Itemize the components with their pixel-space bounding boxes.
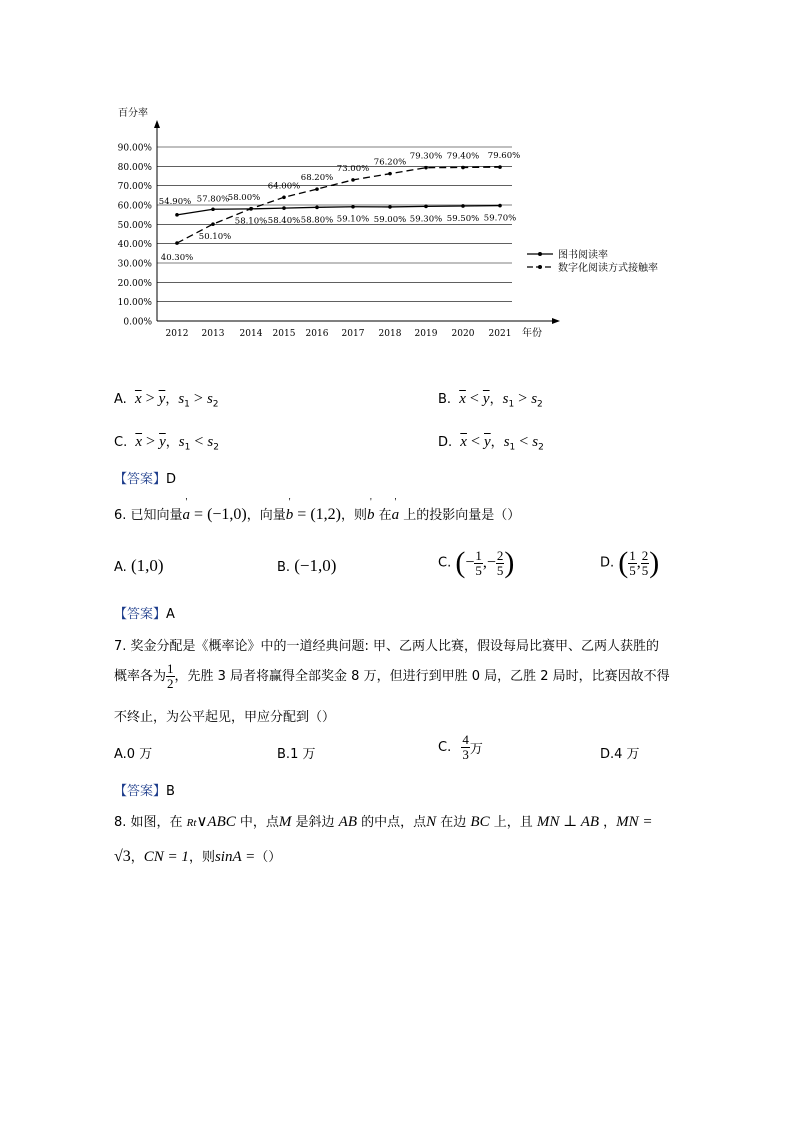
y-tick-labels xyxy=(118,144,153,328)
data-point xyxy=(461,166,465,170)
option-letter: A. xyxy=(114,392,127,407)
option-6c[interactable] xyxy=(438,546,514,580)
text: ，先胜 3 局者将赢得全部奖金 8 万，但进行到甲胜 0 局，乙胜 2 局时，比赛因故不得 xyxy=(174,669,670,684)
y-mean: $\overline{y}$ xyxy=(482,391,490,407)
option-letter: D. xyxy=(438,435,453,450)
comparison-op: > xyxy=(514,390,532,407)
data-label: 64.00% xyxy=(267,181,301,192)
option-letter: B. xyxy=(438,392,452,407)
data-point xyxy=(498,204,502,208)
x-mean: $\overline{x}$ xyxy=(460,434,467,450)
option-letter: D. xyxy=(600,555,615,571)
unit: 万 xyxy=(469,742,483,757)
data-point xyxy=(388,172,392,176)
option-letter: B. xyxy=(277,747,291,762)
data-point xyxy=(388,205,392,209)
option-7c[interactable] xyxy=(438,733,483,762)
vector-a xyxy=(391,497,400,523)
data-label: 59.00% xyxy=(373,214,407,225)
data-point xyxy=(315,187,319,191)
mn-equals: MN = xyxy=(616,814,653,830)
x-tick-label: 2015 xyxy=(272,329,296,339)
text: ， xyxy=(599,815,617,830)
fraction xyxy=(461,733,470,762)
vector-mark: ' xyxy=(394,497,397,508)
comma: , xyxy=(482,554,487,571)
point-n: N xyxy=(426,814,437,830)
option-6b[interactable] xyxy=(277,556,336,576)
vector-value: (1,2) xyxy=(310,506,341,523)
rt-symbol: Rt xyxy=(186,817,197,829)
subscript: 1 xyxy=(509,442,516,453)
text: ，则 xyxy=(340,508,367,523)
data-label: 58.00% xyxy=(227,192,261,203)
data-label: 54.90% xyxy=(158,196,192,207)
separator: ， xyxy=(490,435,504,450)
vector-a xyxy=(182,497,191,523)
x-axis-label: 年份 xyxy=(522,328,542,339)
legend xyxy=(527,248,658,274)
data-point xyxy=(351,205,355,209)
data-point xyxy=(315,206,319,210)
option-letter: B. xyxy=(277,560,291,575)
paren: ) xyxy=(649,546,660,579)
segment-bc: BC xyxy=(470,814,490,830)
vector-value: (−1,0) xyxy=(207,506,247,523)
denominator: 5 xyxy=(475,562,482,578)
var: b xyxy=(285,507,294,523)
denominator: 5 xyxy=(496,562,504,578)
point-m: M xyxy=(278,814,292,830)
option-value: (−1,0) xyxy=(294,556,337,575)
question-8-line-1 xyxy=(114,811,653,831)
text: 的中点，点 xyxy=(357,815,427,830)
data-point xyxy=(461,204,465,208)
text: 6. 已知向量 xyxy=(114,508,183,523)
y-mean: $\overline{y}$ xyxy=(158,391,166,407)
data-point xyxy=(249,207,253,211)
option-7a[interactable] xyxy=(114,743,152,762)
comparison-op: < xyxy=(515,433,533,450)
subscript: 2 xyxy=(537,399,543,410)
x-tick-label: 2021 xyxy=(488,329,512,339)
data-label: 58.80% xyxy=(300,215,334,226)
separator: ， xyxy=(165,435,179,450)
var: a xyxy=(182,507,191,523)
triangle: ∨ABC xyxy=(196,814,236,830)
x-tick-label: 2020 xyxy=(451,329,475,339)
denominator: 2 xyxy=(167,676,174,691)
text: 中，点 xyxy=(235,815,279,830)
data-label: 59.30% xyxy=(409,214,443,225)
option-letter: C. xyxy=(438,555,452,571)
data-label: 59.70% xyxy=(483,213,517,224)
subscript: 1 xyxy=(184,442,191,453)
numerator: 1 xyxy=(629,547,636,563)
y-tick-label: 30.00% xyxy=(117,259,152,270)
comparison-op: < xyxy=(465,390,483,407)
s-symbol: s xyxy=(178,434,185,450)
s-symbol: s xyxy=(532,434,539,450)
data-point xyxy=(175,241,179,245)
text: （） xyxy=(255,850,282,865)
data-point xyxy=(351,178,355,182)
answer-value: D xyxy=(166,472,177,487)
s-symbol: s xyxy=(531,391,538,407)
y-tick-label: 40.00% xyxy=(117,240,152,251)
answer-value: A xyxy=(166,607,175,622)
y-tick-label: 50.00% xyxy=(117,220,152,231)
comma: , xyxy=(636,554,641,571)
vector-mark: ' xyxy=(369,497,372,508)
denominator: 5 xyxy=(629,562,636,578)
segment-ab: AB xyxy=(338,814,357,830)
minus: − xyxy=(486,554,496,571)
equals: = xyxy=(190,506,208,523)
vector-b xyxy=(366,497,375,523)
y-tick-label: 90.00% xyxy=(117,143,152,154)
sin-a: sinA = xyxy=(214,849,256,865)
answer-tag: 【答案】 xyxy=(114,472,167,487)
data-label: 73.00% xyxy=(336,163,370,174)
y-axis-arrow xyxy=(154,120,160,128)
data-label: 57.80% xyxy=(196,194,230,205)
data-point xyxy=(282,195,286,199)
vector-b xyxy=(285,497,294,523)
data-point xyxy=(424,205,428,209)
subscript: 2 xyxy=(212,399,219,410)
fraction xyxy=(628,549,637,578)
option-letter: C. xyxy=(438,740,452,755)
data-point xyxy=(498,165,502,169)
option-value: 0 万 xyxy=(126,747,153,762)
data-label: 79.30% xyxy=(409,151,443,162)
var: b xyxy=(366,507,375,523)
data-label: 58.10% xyxy=(234,216,268,227)
data-label: 40.30% xyxy=(160,253,194,264)
answer-tag: 【答案】 xyxy=(114,607,167,622)
legend-label-0: 图书阅读率 xyxy=(558,250,608,261)
series-group xyxy=(159,151,520,263)
data-label: 76.20% xyxy=(373,157,407,168)
option-5a[interactable] xyxy=(114,388,219,410)
comparison-op: < xyxy=(466,433,484,450)
answer-6 xyxy=(114,603,175,622)
x-mean: $\overline{x}$ xyxy=(459,391,466,407)
s-symbol: s xyxy=(207,434,214,450)
numerator: 2 xyxy=(641,547,649,563)
data-point xyxy=(282,206,286,210)
text: 8. 如图，在 xyxy=(114,815,187,830)
text: 在边 xyxy=(436,815,471,830)
option-5b[interactable] xyxy=(438,388,543,410)
subscript: 2 xyxy=(213,442,219,453)
text: 上，且 xyxy=(489,815,537,830)
answer-5 xyxy=(114,468,176,487)
x-tick-label: 2014 xyxy=(239,329,263,339)
answer-tag: 【答案】 xyxy=(114,784,167,799)
x-tick-label: 2016 xyxy=(305,329,329,339)
vector-mark: ' xyxy=(185,497,188,508)
vector-mark: ' xyxy=(288,497,291,508)
subscript: 1 xyxy=(184,399,190,410)
text: 在 xyxy=(374,508,392,523)
question-7-line-3: 不终止，为公平起见，甲应分配到（） xyxy=(114,710,336,725)
s-symbol: s xyxy=(206,391,213,407)
fraction-half xyxy=(166,662,175,691)
question-8-line-2 xyxy=(114,846,281,866)
data-label: 59.50% xyxy=(446,213,480,224)
equals: = xyxy=(293,506,311,523)
comparison-op: > xyxy=(141,390,159,407)
paren: ( xyxy=(618,546,629,579)
x-tick-label: 2019 xyxy=(414,329,438,339)
subscript: 1 xyxy=(508,399,515,410)
comparison-op: > xyxy=(189,390,207,407)
comparison-op: < xyxy=(190,433,208,450)
separator: ， xyxy=(165,392,179,407)
data-label: 59.10% xyxy=(336,214,370,225)
s-symbol: s xyxy=(502,391,509,407)
question-6-stem xyxy=(114,497,521,524)
y-mean: $\overline{y}$ xyxy=(159,434,166,450)
x-tick-label: 2013 xyxy=(201,329,225,339)
y-tick-label: 20.00% xyxy=(117,278,152,289)
y-tick-label: 60.00% xyxy=(117,201,152,212)
answer-value: B xyxy=(166,784,175,799)
option-7d[interactable] xyxy=(600,743,640,762)
y-mean: $\overline{y}$ xyxy=(484,434,491,450)
option-letter: D. xyxy=(600,747,615,762)
option-5c[interactable] xyxy=(114,431,219,453)
denominator: 5 xyxy=(641,562,649,578)
text: ， xyxy=(130,850,144,865)
numerator: 4 xyxy=(462,732,469,747)
y-tick-label: 0.00% xyxy=(123,317,152,328)
s-symbol: s xyxy=(503,434,510,450)
text: 是斜边 xyxy=(291,815,339,830)
data-label: 50.10% xyxy=(198,232,232,243)
numerator: 1 xyxy=(475,547,482,563)
data-label: 58.40% xyxy=(267,216,301,227)
option-value: 4 万 xyxy=(614,747,640,762)
legend-marker-solid xyxy=(538,252,542,256)
question-7-line-2 xyxy=(114,662,670,691)
y-tick-label: 80.00% xyxy=(117,162,152,173)
data-label: 79.60% xyxy=(487,151,521,162)
fraction xyxy=(474,549,483,578)
x-tick-label: 2012 xyxy=(165,329,189,339)
answer-7 xyxy=(114,780,175,799)
text: 概率各为 xyxy=(114,669,167,684)
line-chart xyxy=(0,0,794,360)
numerator: 1 xyxy=(167,661,174,676)
option-7b[interactable] xyxy=(277,743,315,762)
legend-label-1: 数字化阅读方式接触率 xyxy=(558,263,658,274)
comparison-op: > xyxy=(142,433,160,450)
data-point xyxy=(175,213,179,217)
x-mean: $\overline{x}$ xyxy=(134,391,142,407)
option-letter: A. xyxy=(114,560,127,575)
x-tick-labels xyxy=(166,329,512,339)
y-tick-label: 70.00% xyxy=(117,182,152,193)
option-value: 1 万 xyxy=(290,747,316,762)
minus: − xyxy=(465,554,475,571)
y-tick-label: 10.00% xyxy=(117,298,152,309)
option-value: (1,0) xyxy=(130,556,164,575)
var: a xyxy=(391,507,400,523)
text: ，则 xyxy=(188,850,215,865)
data-label: 68.20% xyxy=(300,173,334,184)
text: 上的投影向量是（） xyxy=(399,508,521,523)
numerator: 2 xyxy=(496,547,504,563)
sqrt-3: √3 xyxy=(114,848,131,865)
perpendicular-relation: MN ⊥ AB xyxy=(536,814,600,830)
subscript: 2 xyxy=(538,442,544,453)
x-tick-label: 2018 xyxy=(378,329,402,339)
separator: ， xyxy=(489,392,503,407)
option-letter: C. xyxy=(114,435,128,450)
question-7-line-1: 7. 奖金分配是《概率论》中的一道经典问题: 甲、乙两人比赛，假设每局比赛甲、乙两人获胜的 xyxy=(114,639,660,654)
data-point xyxy=(211,207,215,211)
data-point xyxy=(211,222,215,226)
y-axis-label: 百分率 xyxy=(118,108,148,119)
option-letter: A. xyxy=(114,747,127,762)
s-symbol: s xyxy=(178,391,185,407)
x-tick-label: 2017 xyxy=(341,329,365,339)
text: ，向量 xyxy=(246,508,286,523)
option-6a[interactable] xyxy=(114,556,164,576)
data-label: 79.40% xyxy=(446,151,480,162)
paren: ( xyxy=(455,546,466,579)
x-mean: $\overline{x}$ xyxy=(135,434,143,450)
data-point xyxy=(424,166,428,170)
option-5d[interactable] xyxy=(438,431,544,453)
x-axis-arrow xyxy=(552,318,560,324)
option-6d[interactable] xyxy=(600,546,659,580)
cn-equals: CN = 1 xyxy=(143,849,189,865)
legend-marker-dashed xyxy=(538,265,542,269)
paren: ) xyxy=(504,546,515,579)
gridlines xyxy=(157,147,512,302)
denominator: 3 xyxy=(462,747,469,762)
